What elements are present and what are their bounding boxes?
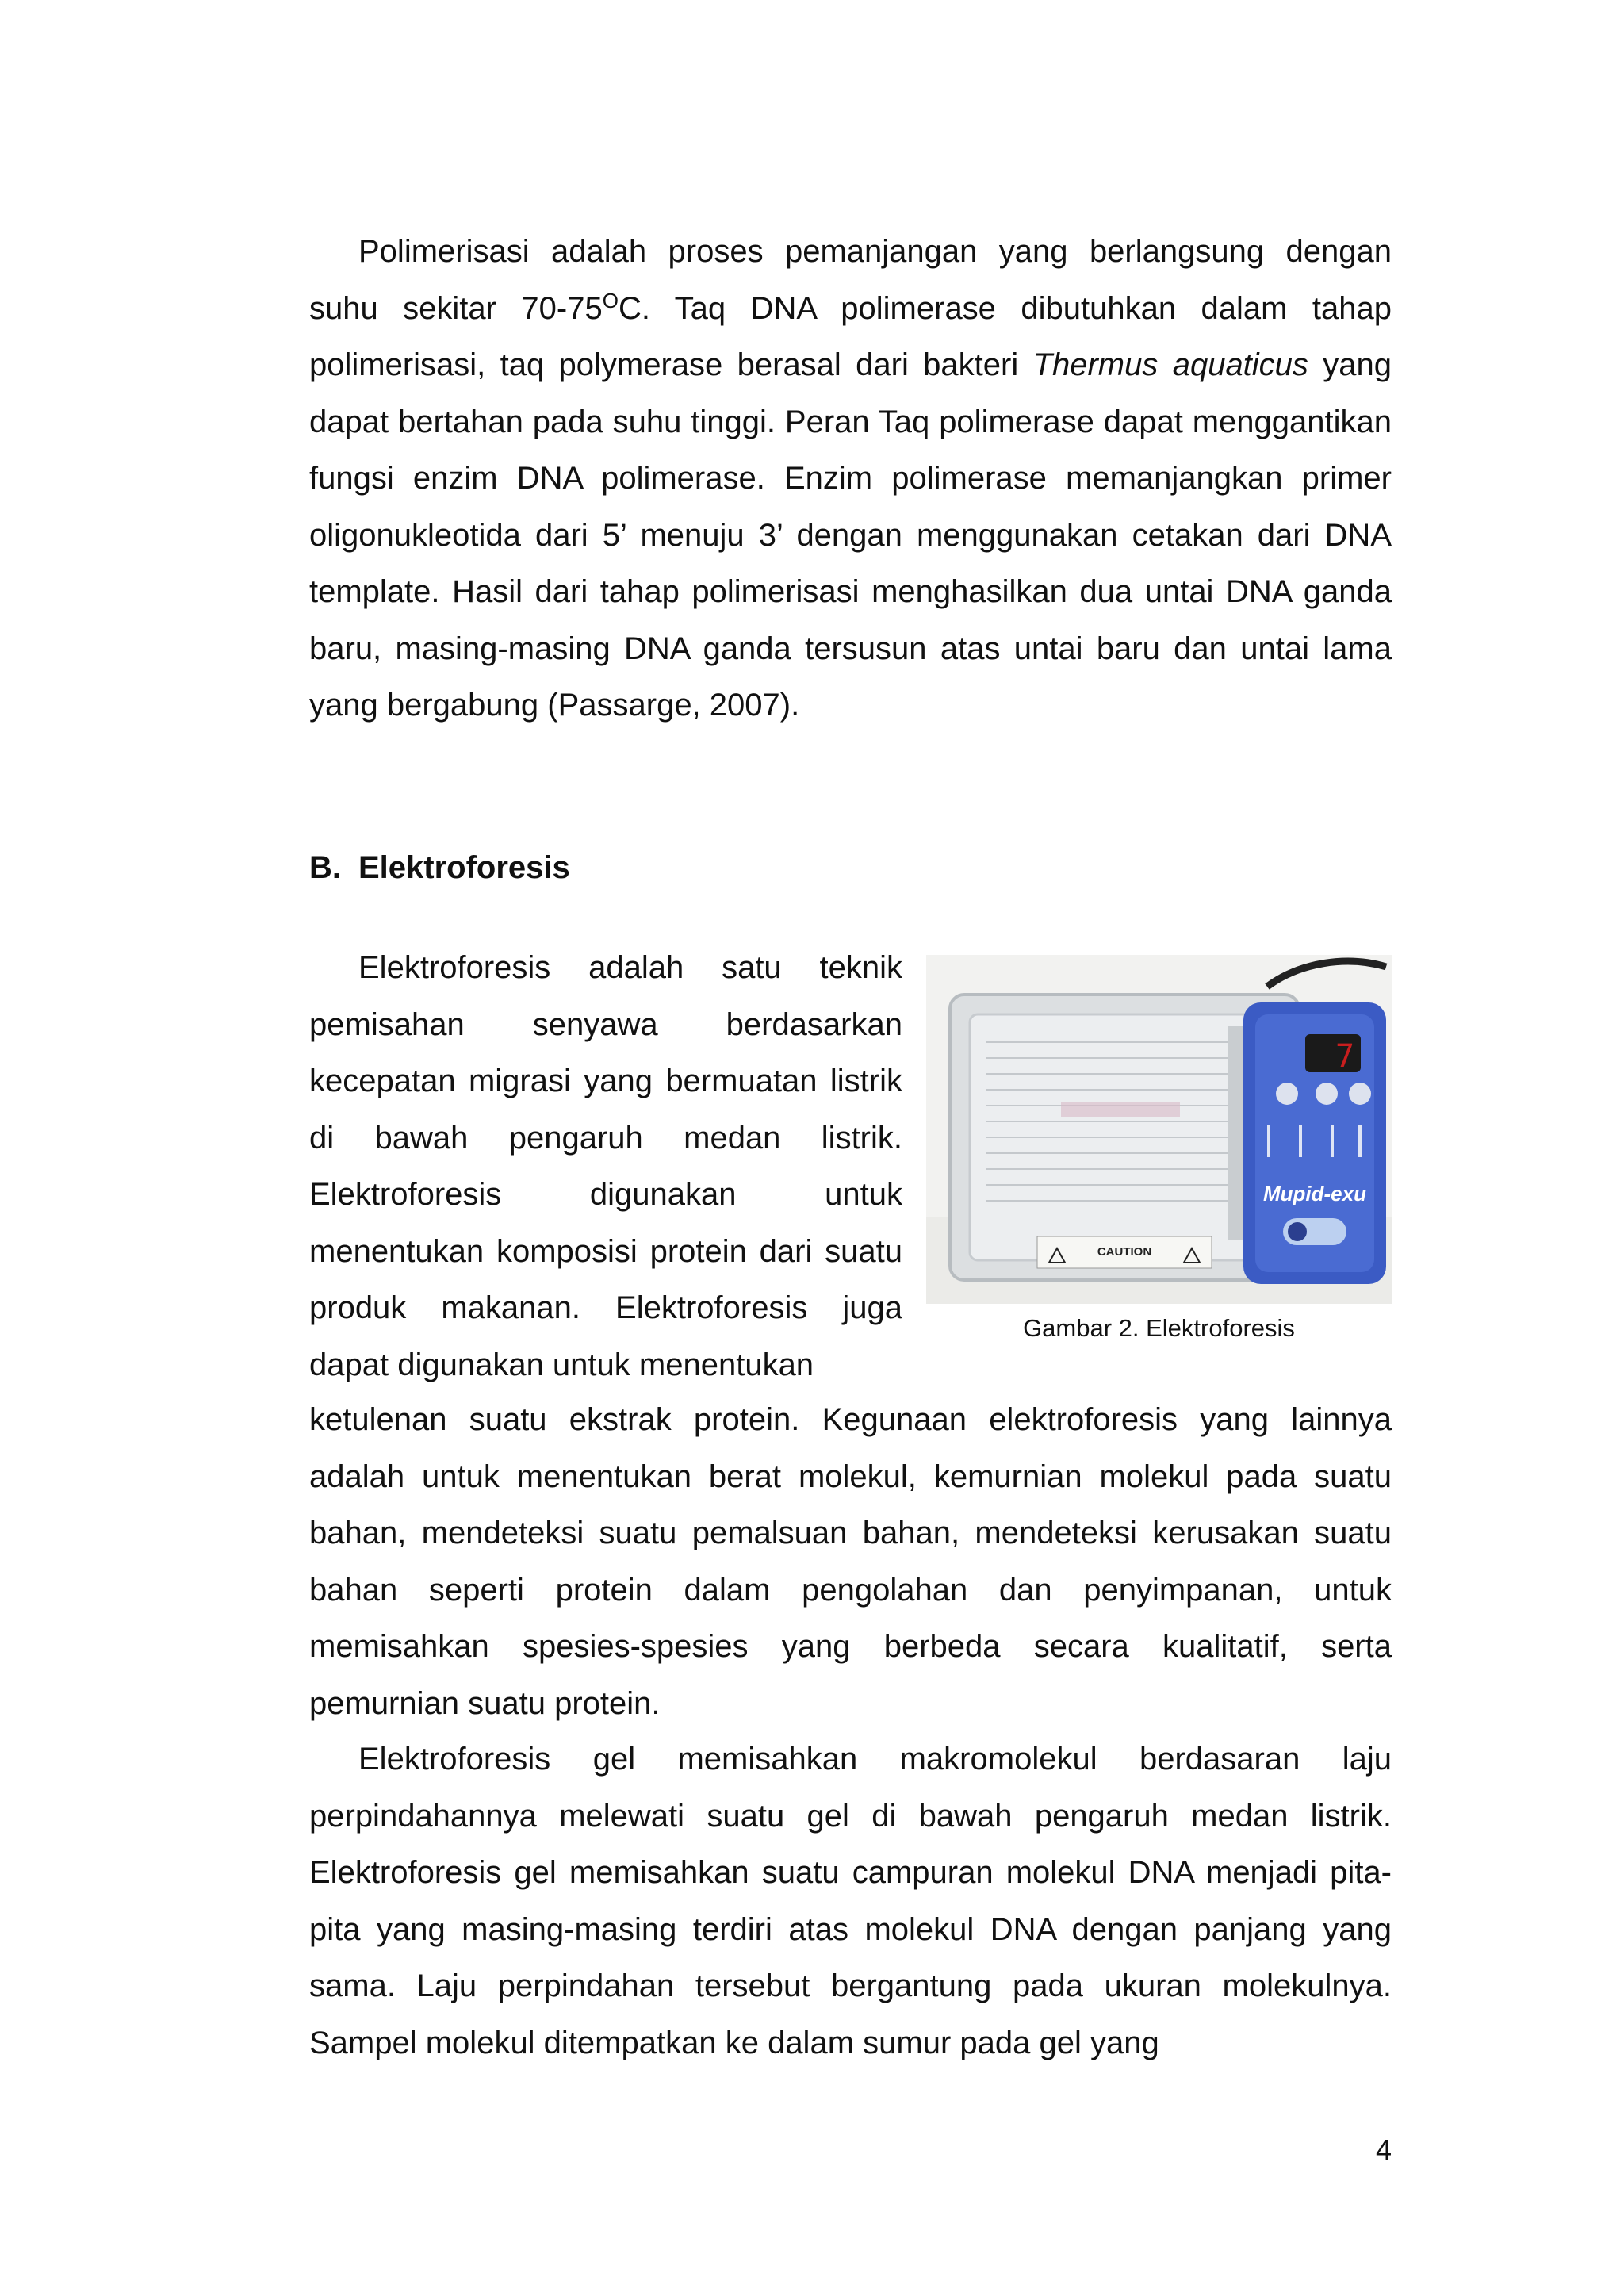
- device-brand-text: Mupid-exu: [1263, 1182, 1366, 1205]
- species-name: Thermus aquaticus: [1032, 347, 1308, 382]
- paragraph-elektroforesis-wrapped: Elektroforesis adalah satu teknik pemisahan senyawa berdasarkan kecepatan migrasi yang bermuatan listrik di bawah pengaruh medan listrik. Elektroforesis digunakan untuk menentukan komposisi protein dari suatu produk makanan. Elektroforesis juga dapat digunakan untuk menentukan: [309, 950, 902, 1382]
- figure-electrophoresis-photo: [926, 955, 1392, 1304]
- section-heading: [309, 850, 570, 886]
- degree-superscript: O: [602, 288, 619, 312]
- figure-caption: Gambar 2. Elektroforesis: [1023, 1314, 1295, 1342]
- caution-label-text: CAUTION: [1097, 1245, 1152, 1259]
- paragraph-elektroforesis-continued: ketulenan suatu ekstrak protein. Kegunaan elektroforesis yang lainnya adalah untuk menentukan berat molekul, kemurnian molekul pada suatu bahan, mendeteksi suatu pemalsuan bahan, mendeteksi kerusakan suatu bahan seperti protein dalam pengolahan dan penyimpanan, untuk memisahkan spesies-spesies yang berbeda secara kualitatif, serta pemurnian suatu protein.: [309, 1402, 1392, 1721]
- paragraph-elektroforesis-gel: Elektroforesis gel memisahkan makromolekul berdasaran laju perpindahannya melewati suatu gel di bawah pengaruh medan listrik. Elektroforesis gel memisahkan suatu campuran molekul DNA menjadi pita-pita yang masing-masing terdiri atas molekul DNA dengan panjang yang sama. Laju perpindahan tersebut bergantung pada ukuran molekulnya. Sampel molekul ditempatkan ke dalam sumur pada gel yang: [309, 1742, 1392, 2060]
- electrophoresis-apparatus-image: [926, 955, 1392, 1304]
- page-number: 4: [1375, 2133, 1392, 2166]
- paragraph-polimerisasi: [309, 224, 1392, 734]
- section-number: B.: [309, 850, 341, 885]
- text-run: yang dapat bertahan pada suhu tinggi. Peran Taq polimerase dapat menggantikan fungsi enzim DNA polimerase. Enzim polimerase memanjangkan primer oligonukleotida dari 5’ menuju 3’ dengan menggunakan cetakan dari DNA template. Hasil dari tahap polimerisasi menghasilkan dua untai DNA ganda baru, masing-masing DNA ganda tersusun atas untai baru dan untai lama yang bergabung (Passarge, 2007).: [309, 347, 1392, 723]
- section-title: Elektroforesis: [358, 850, 570, 885]
- text-run: Polimerisasi adalah proses pemanjangan yang berlangsung dengan suhu sekitar 70-75: [309, 234, 1392, 326]
- display-digit: 7: [1335, 1038, 1355, 1075]
- text-run: C. Taq DNA polimerase dibutuhkan dalam tahap polimerisasi, taq polymerase berasal dari bakteri: [309, 290, 1392, 382]
